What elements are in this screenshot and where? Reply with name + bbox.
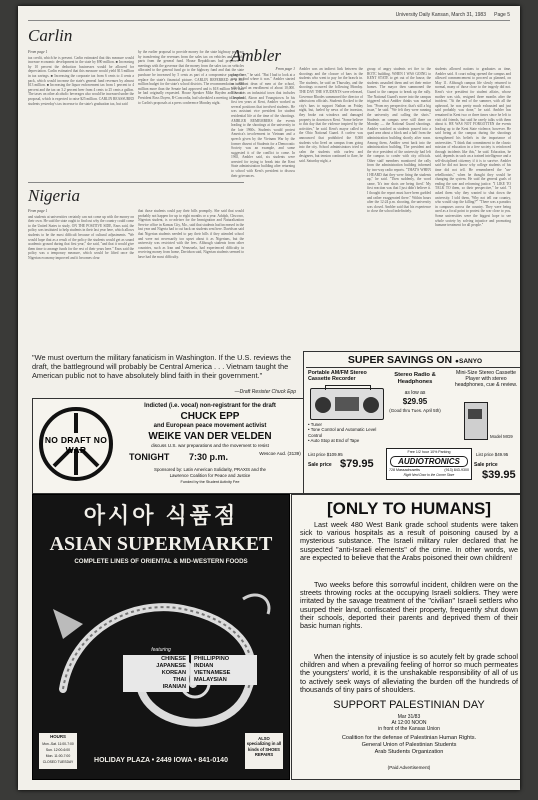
hours-box: [39, 733, 77, 769]
chuck-line-2: and European peace movement activist: [153, 423, 267, 429]
ambler-text-4: students allowed nations to graduates as time, Ambler said. A court ruling opened the campus and allowed commencement to proceed as planned, on May 11. Although campus life slowly returned to normal, many of those close to the tragedy did not. Kent's vice president for student affairs, whose mother was sick, resigned three months after the incident. "At the end of the summer, with all the upheaval, he was pretty much exhausted and just said probably was done," he said. Ambler has remained in Kent two or three times since he left to visit old friends, but said he rarely talks with them about it. HE WAS NOT FORGOTTEN the events leading up to the Kent State violence, however. He said being at the campus during the shootings strengthened his beliefs in the importance of universities. "I think that commitment to the classic mission of education in a free society is reinforced through incidents like this," he said. Education, he said, depends in such an a trained intelligence and a self-disciplined citizenry if it is to survive. Ambler said he did not know why college students of his time did not tell. He remembered the "un-rebellionists," when he thought they would be changing the system. He said the general goals of ending the war and reforming justice. "I LIKE TO TALK TO them, so their perspective," he said. "I asked them why they wanted to shut down the university. I told them, 'Why not tell our country, who would stop the killing?'" "There was a paradox in campuses across the country. They were being used as a focal point to protest the war close to you. Some universities were the biggest hope to see whole society by solving injustice and promoting humane treatment for all people.": [435, 67, 511, 228]
cassette-player-icon: [464, 402, 488, 440]
carlin-headline: Carlin: [28, 26, 73, 45]
radio-price: $29.95: [402, 397, 428, 406]
radio-note: (Good thru Tues. April 5th): [389, 408, 441, 413]
nigeria-col-1: [28, 209, 134, 347]
player-sale-label: Sale price: [474, 462, 498, 468]
carlin-from-page: From page 1: [28, 50, 48, 54]
quote-attribution: —Draft Resister Chuck Epp: [234, 389, 296, 395]
weike-name: WEIKE VAN DER VELDEN: [148, 431, 272, 442]
ambler-col-1: [231, 67, 295, 345]
feature-1: • Tuner: [308, 422, 322, 427]
humans-para-1: Last week 480 West Bank grade school students were taken sick to various hospitals as a result of poisoning caused by a mysterious substance. The Israeli military ruler declared that he suspected "anti-Israeli elements" of the crime. In other words, we are expected to believe that the Arabs poisoned their own children!: [300, 520, 518, 562]
korean-title: 아시아 식품점: [83, 503, 239, 528]
humans-para-2: Two weeks before this sorrowful incident, children were on the streets throwing rocks at the occupying Israeli soldiers. They were irritated by the savage treatment of the "civilian" Israeli settlers who usurped their land, confiscated their property, frequently shut down their schools, deported their parents and deprived them of their basic human rights.: [300, 580, 518, 631]
carlin-text-1: tax credit, which he is present. Carlin estimated that this measure would increase economic development in the state by $90 million. ■ Increasing by 10 percent the deduction businesses would be allowed for depreciation. Carlin estimated that this measure would yield $13 million in tax savings. ■ Increasing the corporate tax from 6 cents to 4 cents a pack, which would increase the state's general fund revenues by almost $13 million. ■ Increasing the liquor enforcement tax from 1 percent to 4 percent and the tax on 3.2 percent beer from 4 cents to 25 cents a gallon. The taxes on other alcoholic beverages also would be increased under the proposal, which is expected to raise $25 million. CARLIN REASSURED students yesterday's tax increase to the state's graduation tax, but said: [28, 55, 134, 106]
cuisine-chinese: CHINESE: [161, 656, 186, 662]
ambler-text-1: gone there," he said. "But I had to look at a map to find where it was." Ambler started as assistant dean of men at the school, which had an enrollment of about 10,000. Now it is an industrial town that includes Cleveland, Akron and Youngstown. In his first ten years at Kent, Ambler worked as several positions that involved students. He was assistant vice president for student residential life at the time of the shootings. AMBLER REMEMBERS the events leading to the shootings at the university in the late 1960s. Students would protest America's involvement in Vietnam and a speech given by the Vietnam War by the former dissent of Students for a Democratic Society was an example, and some suggested it of the conflict to come. In 1965, Ambler said, six students were arrested for trying to break into the Kent State administration building after returning to school with Kent's president to discuss their grievances.: [231, 72, 295, 178]
dragon-illustration: [33, 569, 289, 739]
nigeria-from-page: From page 1: [28, 209, 48, 213]
event-date: Mar 31/83: [397, 714, 421, 720]
cuisine-japanese: JAPANESE: [156, 663, 186, 669]
store-parking: Free 1/2 hour 10% Parking: [407, 450, 451, 454]
ambler-from-page: From page 1: [275, 67, 295, 71]
cuisines-right: [191, 655, 257, 685]
recorder-sale-label: Sale price: [308, 462, 332, 468]
cassette-player-heading: Mini-Size Stereo Cassette Player with stereo headphones, cue & review.: [454, 370, 518, 389]
hours-line-3: Mon. 11:00-7:00: [45, 754, 71, 758]
cuisine-vietnamese: VIETNAMESE: [194, 670, 231, 676]
hours-list: [40, 741, 76, 765]
quote-text: "We must overturn the military fanaticism in Washington. If the U.S. reviews the draft, the battleground will probably be Central America . . . Vietnam taught the American public not to have absolutely blind faith in their government.": [32, 353, 291, 380]
paid-advertisement: (Paid Advertisement): [387, 765, 431, 770]
recorder-heading: Portable AM/FM Stereo Cassette Recorder: [308, 370, 367, 383]
coalition-1: Coalition for the defense of Palestinian Human Rights.: [341, 735, 477, 741]
asian-supermarket-ad: [32, 494, 290, 780]
store-address: 728 Massachusetts: [389, 468, 420, 472]
no-draft-text: NO DRAFT NO WAR: [44, 435, 108, 455]
page-number: Page 5: [494, 12, 510, 18]
radio-as-low: as low as: [404, 390, 426, 396]
sponsor-line-1: Sponsored by: Latin American Solidarity, PRAXIS and the: [154, 467, 266, 472]
hours-line-1: Mon.-Sat. 11:00-7:00: [42, 742, 74, 746]
carlin-col-1: [28, 50, 134, 178]
featuring-label: featuring: [151, 647, 171, 653]
radio-heading: Stereo Radio & Headphones: [394, 372, 436, 385]
super-savings-text: SUPER SAVINGS ON: [347, 354, 453, 366]
chuck-name: CHUCK EPP: [180, 411, 240, 422]
store-name: AUDIOTRONICS: [390, 456, 468, 467]
draft-quote: [32, 353, 300, 397]
palestinian-day: SUPPORT PALESTINIAN DAY: [333, 699, 485, 711]
no-draft-logo: [39, 407, 113, 481]
hours-line-4: CLOSED TUESDAY: [42, 760, 74, 764]
event-noon: At 12:00 NOON: [391, 720, 427, 726]
coalition-3: Arab Students Organization: [374, 749, 444, 755]
cuisine-iranian: IRANIAN: [162, 684, 186, 690]
cuisine-malaysian: MALAYSIAN: [194, 677, 227, 683]
cassette-recorder-icon: [310, 388, 384, 420]
cuisines-left: [123, 655, 189, 692]
ambler-text-3: group of angry students set fire to the ROTC building. WHEN I WAS GOING to KENT STATE to get out of the house, the students assaulted them and set their entire homes. The mayor then summoned the Guard to the campus to break up the rally. The National Guard's move into the campus triggered what Ambler thinks was martial law. "From my perspective, that's still a big issue," he said. "We felt they were running the university and calling the shots." Students on campus were still there on Monday — the National Guard shootings. Ambler watched as students poured into a quad area about a block and a half from the administration building shortly after noon. Among them, Ambler went back into the administration building. The president and the vice president of the university had left the campus to confer with city officials. Other staff members monitored the rally from the administration building informed by two-way radio reports. "THAT'S WHEN I HEARD that they were firing the students up," he said. "Then suddenly, the word came, 'It's tear shots are being fired.' My first reaction was that I just didn't believe it. I thought the report must have been garbled and rather exaggerated there." Within hours after the 12:24 p.m. shooting, the university was closed. Ambler said that his experience to close the school indefinitely.: [367, 67, 431, 214]
humans-title: [ONLY TO HUMANS]: [326, 499, 492, 518]
coalition-2: General Union of Palestinian Students: [361, 742, 457, 748]
cuisine-korean: KOREAN: [161, 670, 186, 676]
asian-address: HOLIDAY PLAZA • 2449 IOWA • 841-0140: [94, 757, 228, 764]
cuisine-indian: INDIAN: [194, 663, 214, 669]
cuisine-phillippino: PHILLIPPINO: [194, 656, 230, 662]
cuisine-thai: THAI: [172, 677, 186, 683]
chuck-line-1: Indicted (i.e. vocal) non-registrant for the draft: [144, 403, 276, 409]
nigeria-text-1: and students at universities certainly can not come up with the money on their own. He said the state ought to find out why the country could come to the United States to study. ON THE POSITIVE SIDE, Enos said, the policy was instituted to help students in their last year here, which allows students to be the most difficult because of cultural adjustments. "We would hope that as a result of the policy the students would get as sound academic ground during that first year," she said, "and that it would give them time to arrange funds for the rest of their years here." Enos said the policy was a temporary measure, which would be lifted once the Nigerian economy improved and it becomes clear: [28, 214, 134, 260]
draft-event-ad: [32, 398, 304, 494]
humans-para-3: When the intensity of injustice is so acutely felt by grade school children and when a prevailing feeling of horror so much permeates the youngsters' world, it is the unshakable responsibility of all of us to actively seek ways of alleviating the burden off the hundreds of thousands of tiny pairs of shoulders.: [300, 652, 518, 694]
feature-2: • Tone Control and Automatic Level Control: [308, 427, 377, 438]
sanyo-ad-title: [304, 354, 520, 366]
paper-dateline: University Daily Kansan, March 31, 1983: [395, 12, 486, 18]
store-phone: (913) 843-9300: [444, 468, 469, 472]
page-header: [30, 10, 510, 20]
sanyo-ad: [303, 351, 520, 494]
nigeria-headline: Nigeria: [28, 186, 80, 205]
sanyo-title-rule: [306, 367, 520, 368]
sanyo-brand: ●SANYO: [455, 358, 483, 365]
tonight-label: TONIGHT: [129, 452, 170, 462]
audiotronics-store-box: [386, 448, 472, 480]
player-sale-price: $39.95: [482, 469, 516, 481]
player-list-price: List price $49.95: [476, 452, 509, 457]
ambler-col-4: [435, 67, 511, 345]
store-note: Right Next Door to the Corner Store: [403, 473, 455, 477]
section-rule: [28, 182, 244, 183]
sponsor-line-3: Funded by the Student Activity Fee: [180, 480, 240, 484]
carlin-text-2: by the earlier proposal to provide money for the state highway program by transferring the revenues from the sales tax on vehicles and vehicle parts from the general fund. House Republicans had proposed in meetings with the governor that the money from the sales tax on vehicles allocated to the general fund go to the highway fund and that the state purchase be increased by 5 cents as part of a compromise package to replace the state's financial picture. CARLIN REFERRED to a $90 million budget for the state's school districts. The recommendation is $80 million more than the Senate had approved and is $18 million less than he had originally requested. House Speaker Mike Hayden and Senate President Ross Doyen, R-Concordia, had scheduled a meeting to respond to Carlin's proposals at a press conference Monday night.: [138, 50, 244, 105]
event-details: [292, 714, 520, 732]
newspaper-page: [18, 6, 520, 790]
coalition-list: [292, 735, 520, 756]
hours-line-2: Sun. 12:00-6:00: [45, 748, 71, 752]
special-text: ALSO specializing in all kinds of SHOES REPAIRS: [246, 736, 282, 758]
header-rule: [28, 20, 510, 21]
only-to-humans-ad: [291, 494, 520, 780]
asian-title: ASIAN SUPERMARKET: [49, 533, 273, 555]
ambler-text-2: Ambler was an indirect link between the shootings and the closure of bars in the students who went to pay for the brawls in. The students, he said on Thursday, and the shootings occurred the following Monday. THE DAY THE STUDENTS were released, Governor Rhodes summoned the director of admissions officials. Students flocked to the city's bars to support Nathan on Friday night, but, fueled by news of the invasion, they broke out windows and damaged property in downtown Kent. "Some believe to this day that the violence inspired by the activities," he said. Kent's mayor called in the Ohio National Guard. A curfew was announced that prohibited the 8,000 students who lived on campus from going into the city. School administrators tried to calm the students with curfew and designees, but tension continued to flare, he said. Saturday night, a: [299, 67, 363, 163]
player-model: Model MG9: [490, 434, 513, 439]
asian-subtitle: COMPLETE LINES OF ORIENTAL & MID-WESTERN FOODS: [74, 558, 248, 565]
feature-3: • Auto Stop at End of Tape: [308, 438, 360, 444]
event-time: 7:30 p.m.: [189, 452, 229, 462]
nigeria-col-2: [138, 209, 244, 347]
chuck-line-3: discuss U.S. war preparations and the movement to resist: [151, 443, 269, 448]
ambler-col-2: [299, 67, 363, 345]
event-location: in front of the Kansas Union: [378, 726, 440, 732]
sponsor-line-2: Lawrence Coalition for Peace and Justice: [169, 473, 251, 478]
event-place: Wescoe Aud. (3139): [259, 451, 301, 456]
hours-heading: HOURS: [50, 734, 66, 739]
recorder-list-price: List price $109.95: [308, 452, 343, 457]
carlin-col-2: [138, 50, 244, 178]
recorder-sale-price: $79.95: [340, 458, 374, 470]
nigeria-text-2: that those students could pay their bills promptly. She said that would probably not happen for up to eight months or a year. Adolph, Chwowo, Nigerian student, is co-adviser for the Immigration and Naturalization Service office in Kansas City, Mo., said that students had increased in the last year and Nigeria had to cut back on students sent here. Davidson said that Nigerian students needed to pay their bills if they attended school and were not necessarily too upset about it as Nigerians, but the university was restricted with the fees. Although students from other countries, such as Iran and Venezuela, had experienced difficulty in receiving money from home, Davidson said, Nigerian students seemed to have had the most difficulty.: [138, 209, 244, 259]
special-box: [245, 733, 283, 769]
ambler-col-3: [367, 67, 431, 345]
ambler-headline: Ambler: [231, 46, 282, 65]
recorder-features: [308, 422, 388, 444]
